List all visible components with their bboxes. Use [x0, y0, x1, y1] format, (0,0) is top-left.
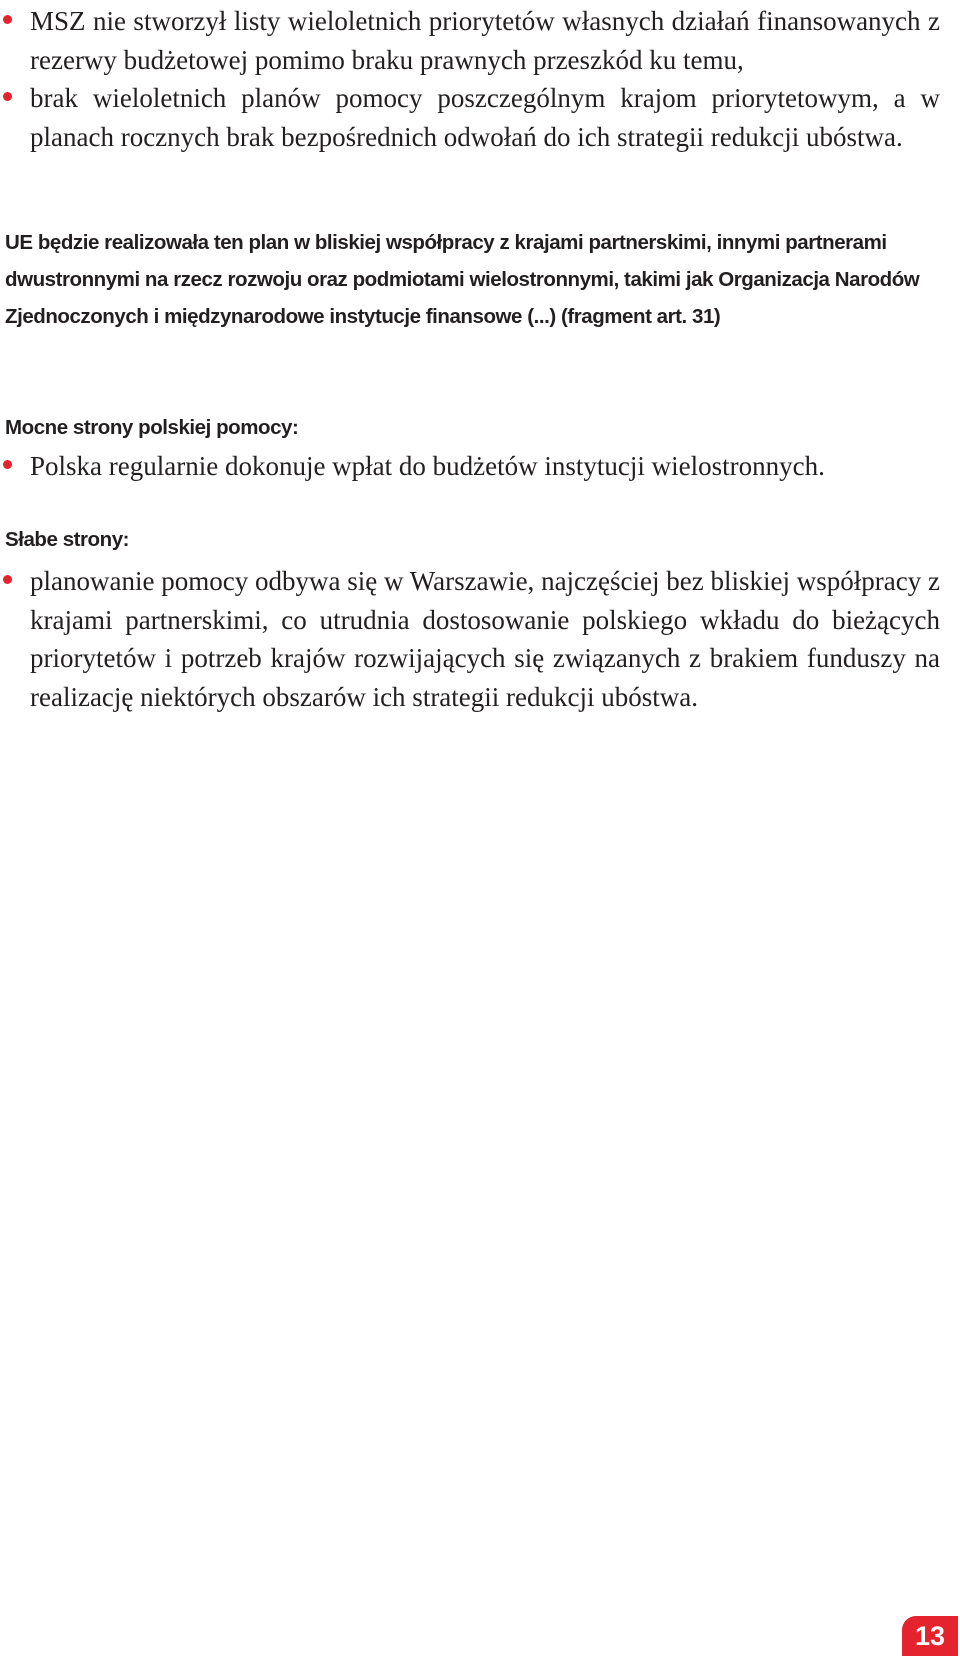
strengths-heading: Mocne strony polskiej pomocy:: [5, 416, 299, 439]
bullet-dot-icon: [3, 15, 12, 24]
bullet-text: brak wieloletnich planów pomocy poszczególnym krajom priorytetowym, a w planach rocznych brak bezpośrednich odwołań do ich strategii redukcji ubóstwa.: [30, 83, 940, 152]
bullet-dot-icon: [3, 575, 12, 584]
strength-item: [0, 447, 940, 486]
bullet-item: [0, 79, 940, 156]
weaknesses-heading: Słabe strony:: [5, 528, 130, 551]
eu-quote-paragraph: UE będzie realizowała ten plan w bliskiej współpracy z krajami partnerskimi, innymi partnerami dwustronnymi na rzecz rozwoju oraz podmiotami wielostronnymi, takimi jak Organizacja Narodów Zjednoczonych i międzynarodowe instytucje finansowe (...) (fragment art. 31): [5, 231, 920, 328]
bullet-text: MSZ nie stworzył listy wieloletnich priorytetów własnych działań finansowanych z rezerwy budżetowej pomimo braku prawnych przeszkód ku temu,: [30, 6, 940, 75]
strengths-list: [0, 447, 940, 486]
page-number-badge: [902, 1616, 958, 1656]
top-bullet-list: [0, 2, 940, 156]
bullet-item: [0, 2, 940, 79]
weaknesses-list: [0, 562, 940, 716]
weakness-text: planowanie pomocy odbywa się w Warszawie, najczęściej bez bliskiej współpracy z krajami partnerskimi, co utrudnia dostosowanie polskiego wkładu do bieżących priorytetów i potrzeb krajów rozwijających się związanych z brakiem funduszy na realizację niektórych obszarów ich strategii redukcji ubóstwa.: [30, 566, 940, 712]
weakness-item: [0, 562, 940, 716]
bullet-dot-icon: [3, 92, 12, 101]
page-number: 13: [914, 1620, 946, 1651]
strength-text: Polska regularnie dokonuje wpłat do budżetów instytucji wielostronnych.: [30, 451, 825, 481]
bullet-dot-icon: [3, 460, 12, 469]
